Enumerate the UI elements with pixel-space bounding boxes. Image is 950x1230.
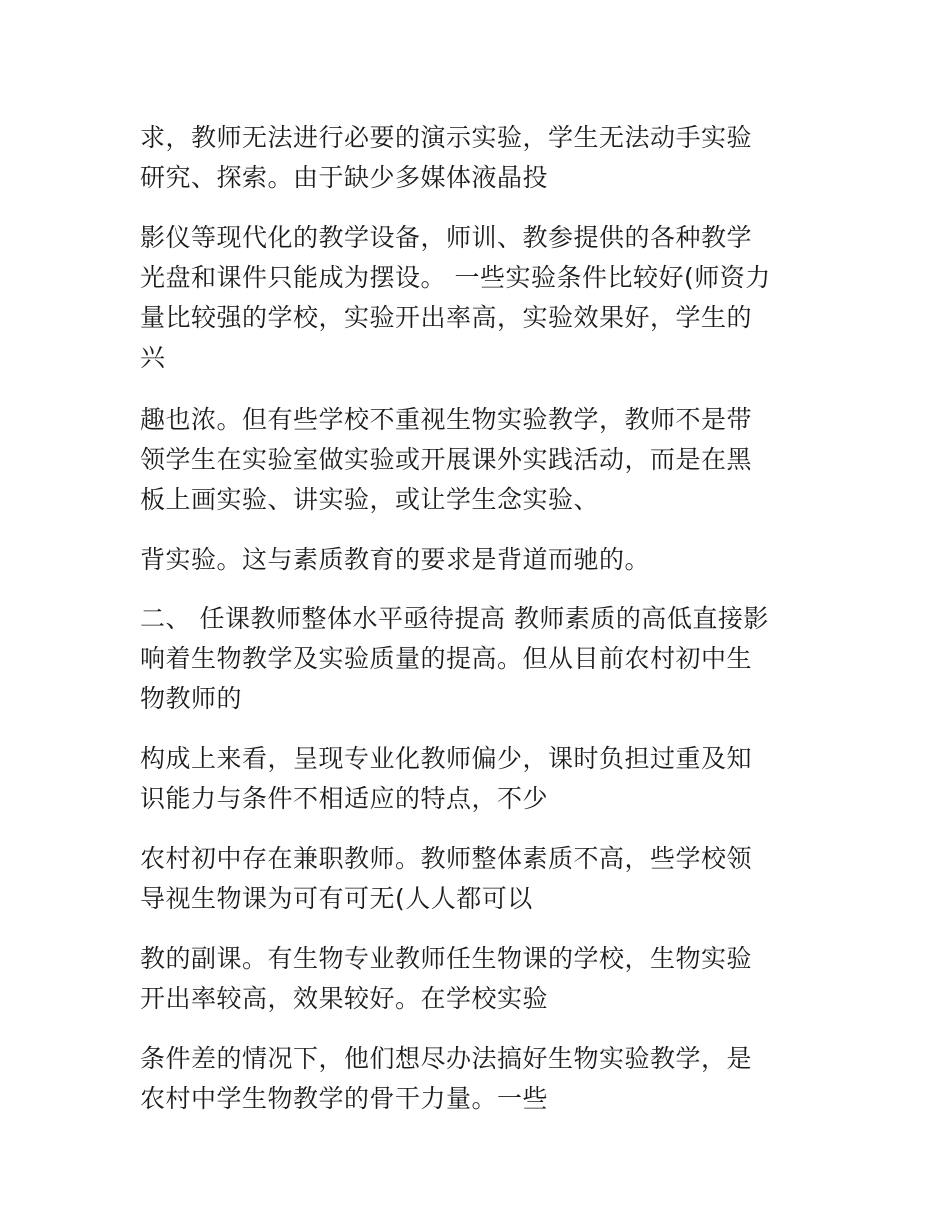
text-line: 开出率较高，效果较好。在学校实验 bbox=[140, 984, 549, 1013]
text-line: 量比较强的学校，实验开出率高，实验效果好，学生的 bbox=[140, 303, 753, 332]
text-line: 教的副课。有生物专业教师任生物课的学校，生物实验 bbox=[140, 944, 753, 973]
text-line: 光盘和课件只能成为摆设。 一些实验条件比较好(师资力 bbox=[140, 263, 771, 292]
text-line: 趣也浓。但有些学校不重视生物实验教学，教师不是带 bbox=[140, 405, 753, 434]
text-line: 影仪等现代化的教学设备，师训、教参提供的各种教学 bbox=[140, 223, 753, 252]
text-line: 研究、探索。由于缺少多媒体液晶投 bbox=[140, 163, 549, 192]
text-line: 求，教师无法进行必要的演示实验，学生无法动手实验 bbox=[140, 123, 753, 152]
text-line: 导视生物课为可有可无(人人都可以 bbox=[140, 884, 533, 913]
paragraph-4 bbox=[140, 540, 820, 580]
text-line: 条件差的情况下，他们想尽办法搞好生物实验教学，是 bbox=[140, 1044, 753, 1073]
text-line: 背实验。这与素质教育的要求是背道而驰的。 bbox=[140, 545, 651, 574]
paragraph-9 bbox=[140, 1039, 820, 1119]
paragraph-6 bbox=[140, 739, 820, 819]
text-line: 构成上来看，呈现专业化教师偏少，课时负担过重及知 bbox=[140, 744, 753, 773]
text-line: 物教师的 bbox=[140, 684, 243, 713]
paragraph-3 bbox=[140, 400, 820, 520]
text-line: 农村中学生物教学的骨干力量。一些 bbox=[140, 1084, 549, 1113]
paragraph-7 bbox=[140, 839, 820, 919]
text-line: 板上画实验、讲实验，或让学生念实验、 bbox=[140, 485, 600, 514]
paragraph-8 bbox=[140, 939, 820, 1019]
paragraph-1 bbox=[140, 118, 820, 198]
text-line: 兴 bbox=[140, 343, 166, 372]
text-line: 领学生在实验室做实验或开展课外实践活动，而是在黑 bbox=[140, 445, 753, 474]
text-line: 二、 任课教师整体水平亟待提高 教师素质的高低直接影 bbox=[140, 604, 769, 633]
text-line: 响着生物教学及实验质量的提高。但从目前农村初中生 bbox=[140, 644, 753, 673]
paragraph-2 bbox=[140, 218, 820, 378]
section-heading-paragraph bbox=[140, 599, 820, 719]
text-line: 农村初中存在兼职教师。教师整体素质不高，些学校领 bbox=[140, 844, 753, 873]
text-line: 识能力与条件不相适应的特点，不少 bbox=[140, 784, 549, 813]
